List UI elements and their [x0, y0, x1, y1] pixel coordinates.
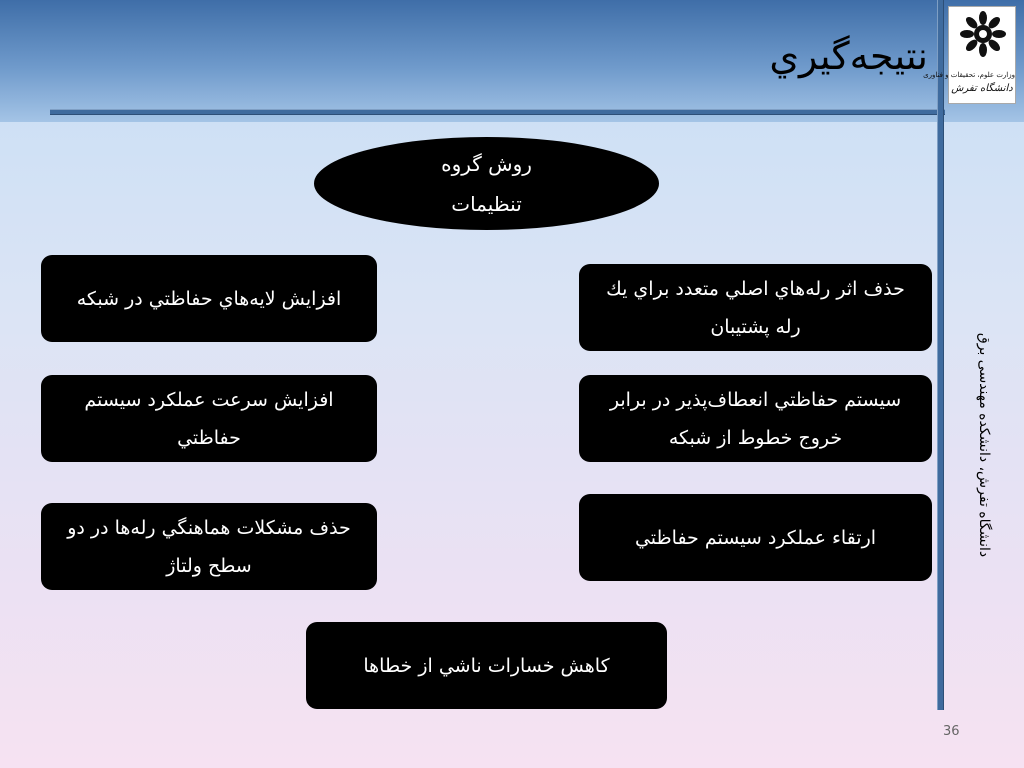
university-logo: [923, 6, 1016, 104]
box-right-3: ارتقاء عملكرد سيستم حفاظتي: [579, 494, 932, 581]
box-left-3: حذف مشكلات هماهنگي رله‌ها در دو سطح ولتاژ: [41, 503, 377, 590]
box-left-1: افزايش لايه‌هاي حفاظتي در شبكه: [41, 255, 377, 342]
page-number: 36: [943, 724, 960, 739]
horizontal-divider: [50, 109, 945, 115]
center-node-line-2: تنظيمات: [451, 191, 522, 216]
center-node: [314, 137, 659, 230]
logo-line-1: وزارت علوم، تحقیقات و فناوری: [923, 71, 1015, 79]
logo-line-2: دانشگاه تفرش: [951, 83, 1013, 94]
box-right-2: سيستم حفاظتي انعطاف‌پذير در برابر خروج خطوط از شبكه: [579, 375, 932, 462]
box-right-1: حذف اثر رله‌هاي اصلي متعدد براي يك رله پشتيبان: [579, 264, 932, 351]
slide-title: نتيجه‌گيري: [769, 34, 928, 78]
vertical-divider: [937, 0, 944, 710]
center-node-line-1: روش گروه: [441, 151, 532, 176]
vertical-caption: دانشگاه تفرش، دانشکده مهندسی برق: [976, 332, 992, 558]
box-left-2: افزايش سرعت عملكرد سيستم حفاظتي: [41, 375, 377, 462]
emblem-icon: [960, 11, 1006, 57]
box-bottom: كاهش خسارات ناشي از خطاها: [306, 622, 667, 709]
